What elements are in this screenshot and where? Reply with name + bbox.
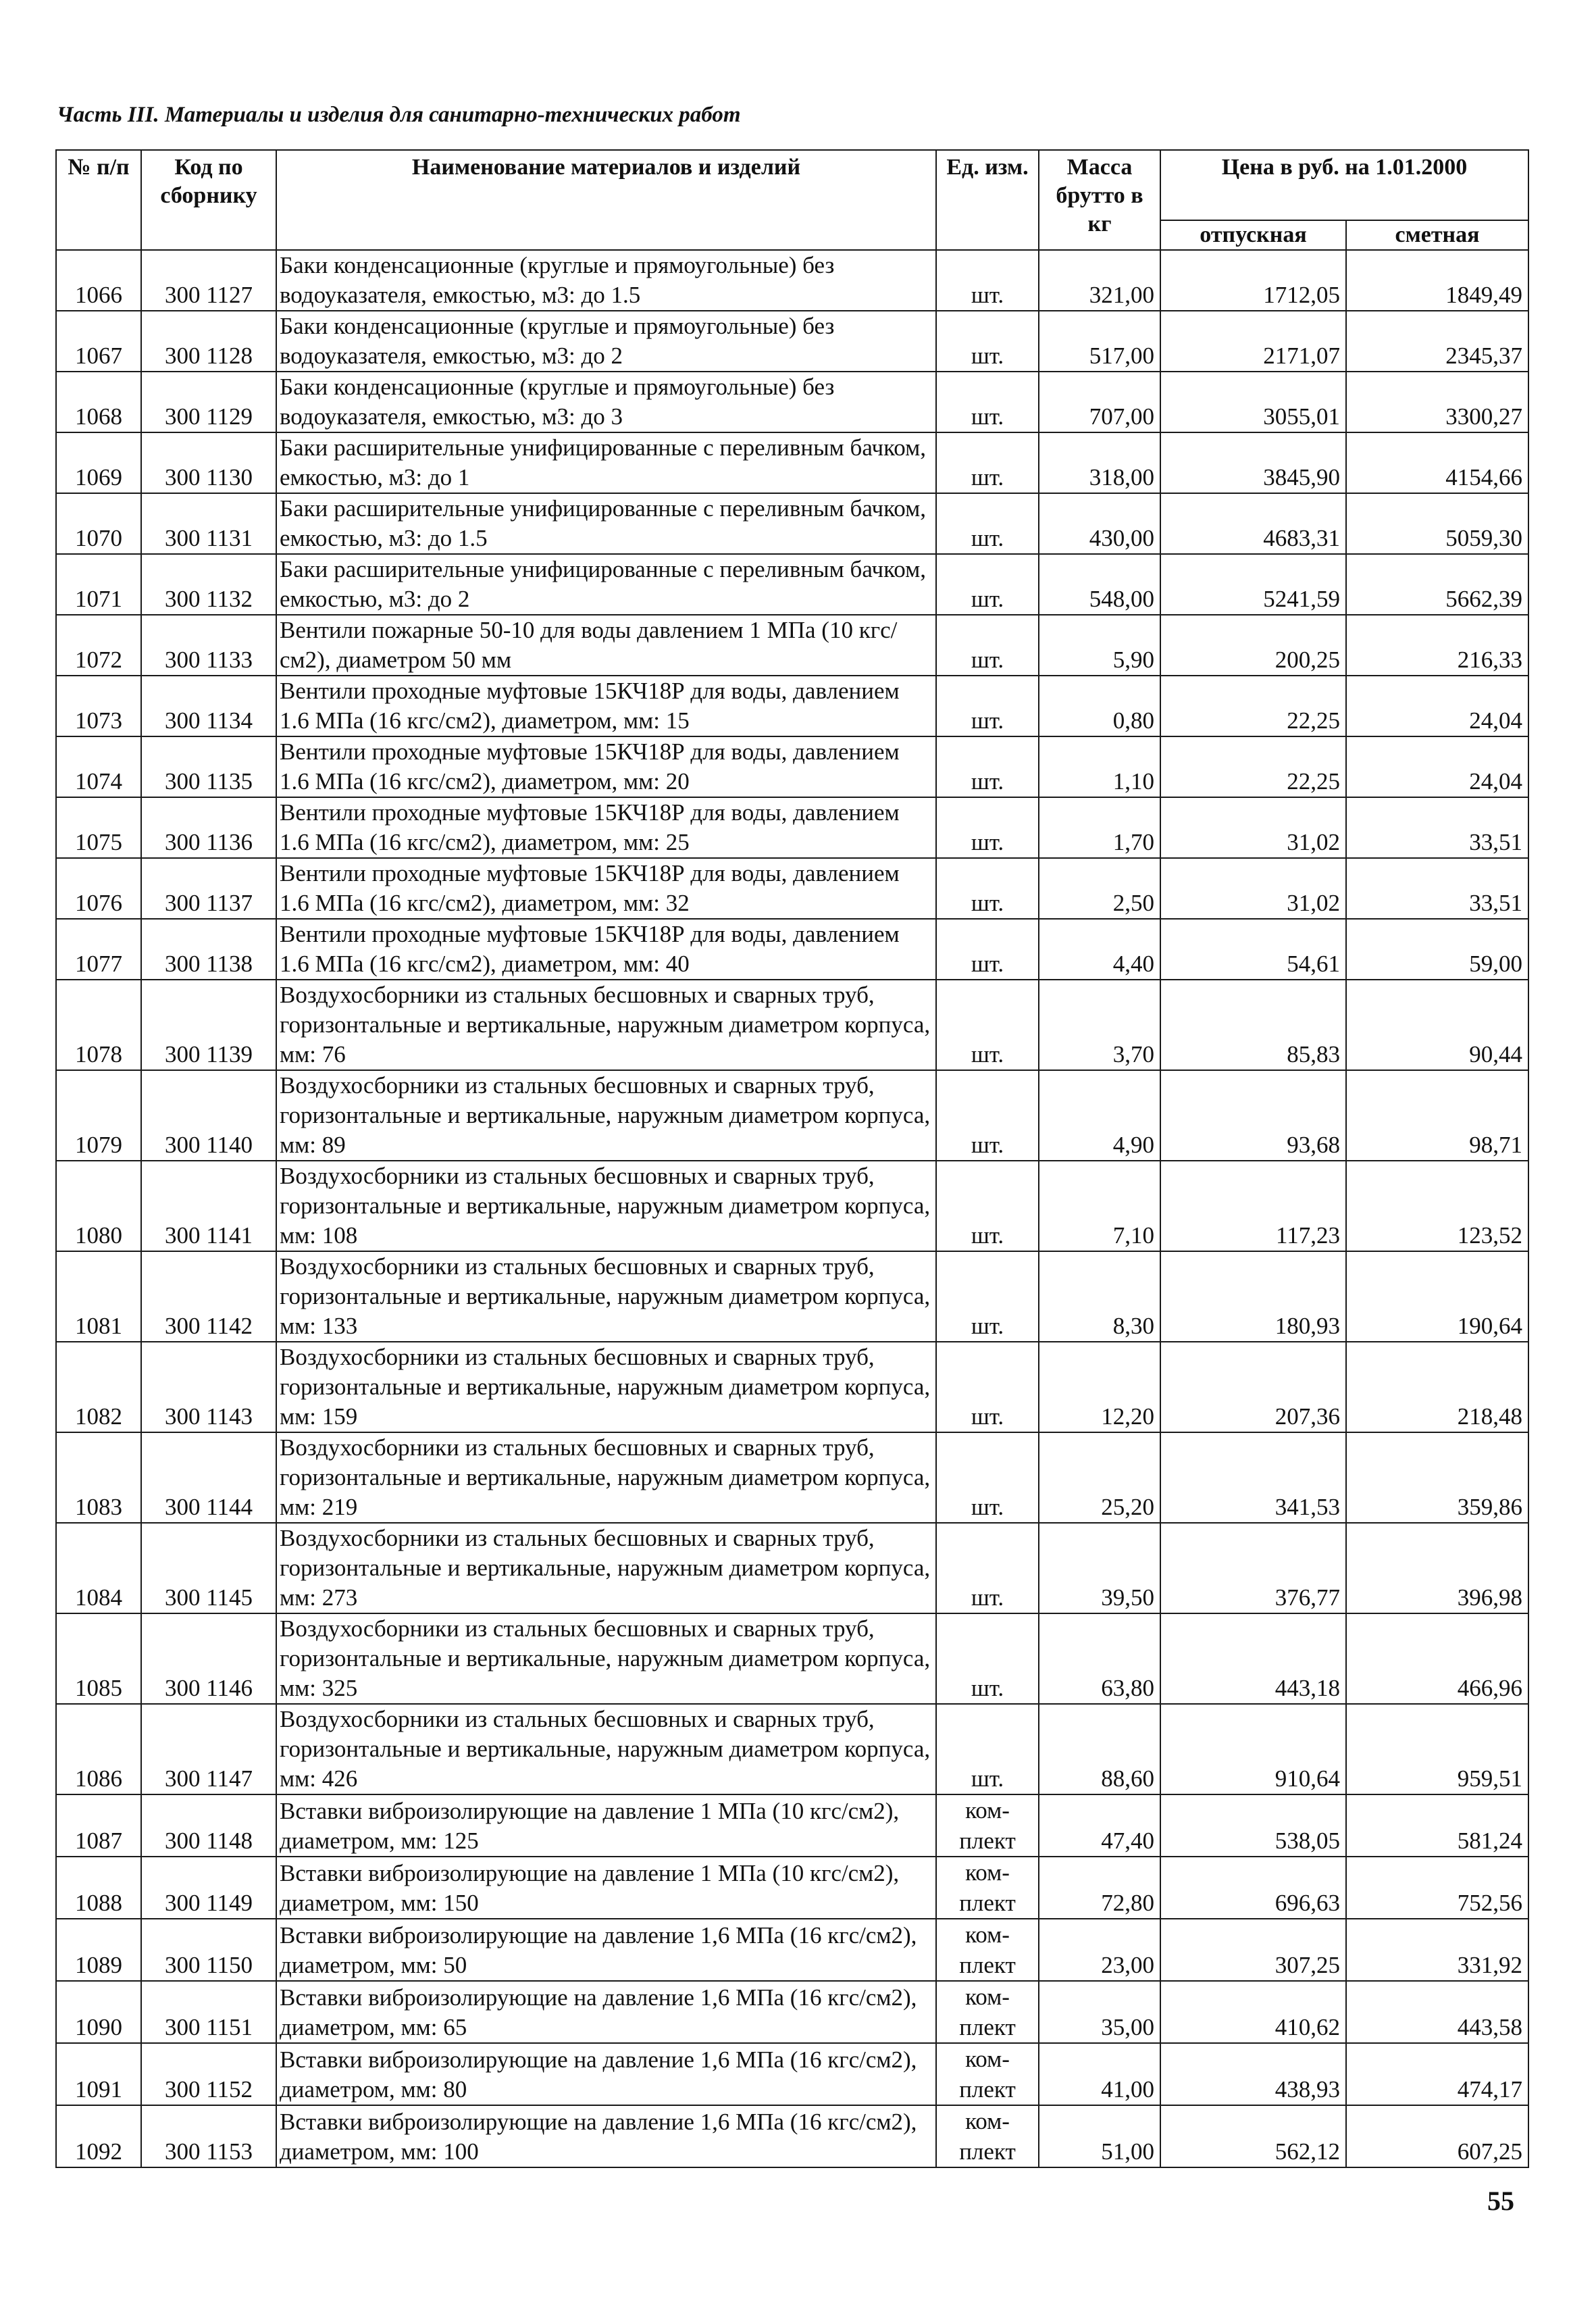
row-mass: 5,90	[1039, 615, 1160, 676]
column-header-price-estimate: сметная	[1346, 220, 1528, 250]
row-name: Воздухосборники из стальных бесшовных и сварных труб, горизонтальные и вертикальные, наружным диаметром корпуса, мм: 325	[276, 1613, 936, 1704]
row-price-release: 200,25	[1160, 615, 1346, 676]
row-code: 300 1146	[141, 1613, 276, 1704]
row-code: 300 1133	[141, 615, 276, 676]
row-price-estimate: 474,17	[1346, 2043, 1528, 2105]
row-name: Вставки виброизолирующие на давление 1 МПа (10 кгс/см2), диаметром, мм: 150	[276, 1857, 936, 1919]
row-price-release: 443,18	[1160, 1613, 1346, 1704]
row-unit: шт.	[936, 1613, 1039, 1704]
table-row	[56, 919, 1528, 980]
row-code: 300 1130	[141, 432, 276, 493]
row-name: Баки расширительные унифицированные с переливным бачком, емкостью, м3: до 1.5	[276, 493, 936, 554]
row-price-estimate: 90,44	[1346, 980, 1528, 1070]
row-unit: шт.	[936, 250, 1039, 311]
row-unit: шт.	[936, 372, 1039, 432]
table-row	[56, 554, 1528, 615]
column-header-price-group: Цена в руб. на 1.01.2000	[1160, 150, 1528, 220]
row-number: 1089	[56, 1919, 141, 1981]
row-number: 1091	[56, 2043, 141, 2105]
row-mass: 63,80	[1039, 1613, 1160, 1704]
table-row	[56, 493, 1528, 554]
row-code: 300 1134	[141, 676, 276, 736]
row-price-estimate: 216,33	[1346, 615, 1528, 676]
row-mass: 321,00	[1039, 250, 1160, 311]
table-row	[56, 1857, 1528, 1919]
row-price-release: 696,63	[1160, 1857, 1346, 1919]
table-row	[56, 736, 1528, 797]
row-price-estimate: 959,51	[1346, 1704, 1528, 1794]
row-price-release: 31,02	[1160, 797, 1346, 858]
row-unit: ком- плект	[936, 2105, 1039, 2167]
table-row	[56, 432, 1528, 493]
row-unit: шт.	[936, 919, 1039, 980]
row-price-release: 207,36	[1160, 1342, 1346, 1432]
row-mass: 47,40	[1039, 1794, 1160, 1857]
table-row	[56, 372, 1528, 432]
row-code: 300 1139	[141, 980, 276, 1070]
table-row	[56, 2043, 1528, 2105]
row-price-release: 4683,31	[1160, 493, 1346, 554]
row-code: 300 1136	[141, 797, 276, 858]
row-mass: 318,00	[1039, 432, 1160, 493]
table-row	[56, 797, 1528, 858]
row-name: Баки конденсационные (круглые и прямоугольные) без водоуказателя, емкостью, м3: до 2	[276, 311, 936, 372]
row-price-release: 307,25	[1160, 1919, 1346, 1981]
column-header-code: Код по сборнику	[141, 150, 276, 250]
table-row	[56, 1794, 1528, 1857]
table-row	[56, 1070, 1528, 1161]
row-name: Вставки виброизолирующие на давление 1,6 МПа (16 кгс/см2), диаметром, мм: 50	[276, 1919, 936, 1981]
row-mass: 430,00	[1039, 493, 1160, 554]
row-price-estimate: 190,64	[1346, 1251, 1528, 1342]
row-mass: 3,70	[1039, 980, 1160, 1070]
row-mass: 88,60	[1039, 1704, 1160, 1794]
table-row	[56, 1613, 1528, 1704]
row-name: Воздухосборники из стальных бесшовных и сварных труб, горизонтальные и вертикальные, наружным диаметром корпуса, мм: 89	[276, 1070, 936, 1161]
row-price-estimate: 5662,39	[1346, 554, 1528, 615]
row-code: 300 1132	[141, 554, 276, 615]
row-price-estimate: 607,25	[1346, 2105, 1528, 2167]
row-mass: 39,50	[1039, 1523, 1160, 1613]
row-number: 1079	[56, 1070, 141, 1161]
row-code: 300 1140	[141, 1070, 276, 1161]
row-mass: 41,00	[1039, 2043, 1160, 2105]
row-number: 1074	[56, 736, 141, 797]
row-price-estimate: 359,86	[1346, 1432, 1528, 1523]
row-mass: 517,00	[1039, 311, 1160, 372]
table-row	[56, 1161, 1528, 1251]
row-number: 1077	[56, 919, 141, 980]
row-unit: ком- плект	[936, 1857, 1039, 1919]
row-number: 1092	[56, 2105, 141, 2167]
row-price-estimate: 24,04	[1346, 736, 1528, 797]
table-row	[56, 1432, 1528, 1523]
row-code: 300 1138	[141, 919, 276, 980]
row-price-estimate: 5059,30	[1346, 493, 1528, 554]
table-row	[56, 311, 1528, 372]
row-name: Вставки виброизолирующие на давление 1,6 МПа (16 кгс/см2), диаметром, мм: 100	[276, 2105, 936, 2167]
row-price-estimate: 752,56	[1346, 1857, 1528, 1919]
row-name: Баки расширительные унифицированные с переливным бачком, емкостью, м3: до 1	[276, 432, 936, 493]
row-number: 1081	[56, 1251, 141, 1342]
row-name: Вентили проходные муфтовые 15КЧ18Р для воды, давлением 1.6 МПа (16 кгс/см2), диаметром, мм: 15	[276, 676, 936, 736]
row-number: 1083	[56, 1432, 141, 1523]
row-mass: 51,00	[1039, 2105, 1160, 2167]
row-price-estimate: 33,51	[1346, 797, 1528, 858]
row-mass: 35,00	[1039, 1981, 1160, 2043]
row-unit: шт.	[936, 858, 1039, 919]
row-name: Вентили проходные муфтовые 15КЧ18Р для воды, давлением 1.6 МПа (16 кгс/см2), диаметром, мм: 32	[276, 858, 936, 919]
row-name: Баки расширительные унифицированные с переливным бачком, емкостью, м3: до 2	[276, 554, 936, 615]
row-number: 1084	[56, 1523, 141, 1613]
row-price-release: 562,12	[1160, 2105, 1346, 2167]
row-price-estimate: 331,92	[1346, 1919, 1528, 1981]
row-number: 1087	[56, 1794, 141, 1857]
row-mass: 1,70	[1039, 797, 1160, 858]
table-row	[56, 1342, 1528, 1432]
row-mass: 72,80	[1039, 1857, 1160, 1919]
row-code: 300 1131	[141, 493, 276, 554]
row-price-estimate: 59,00	[1346, 919, 1528, 980]
row-number: 1086	[56, 1704, 141, 1794]
row-code: 300 1135	[141, 736, 276, 797]
row-code: 300 1151	[141, 1981, 276, 2043]
table-header	[56, 150, 1528, 250]
table-row	[56, 858, 1528, 919]
row-price-release: 117,23	[1160, 1161, 1346, 1251]
table-row	[56, 1981, 1528, 2043]
row-code: 300 1143	[141, 1342, 276, 1432]
table-row	[56, 676, 1528, 736]
table-row	[56, 250, 1528, 311]
row-price-release: 180,93	[1160, 1251, 1346, 1342]
row-price-estimate: 123,52	[1346, 1161, 1528, 1251]
table-row	[56, 1704, 1528, 1794]
table-row	[56, 1919, 1528, 1981]
row-number: 1075	[56, 797, 141, 858]
row-unit: ком- плект	[936, 2043, 1039, 2105]
column-header-price-release: отпускная	[1160, 220, 1346, 250]
row-number: 1071	[56, 554, 141, 615]
row-price-release: 3055,01	[1160, 372, 1346, 432]
row-number: 1067	[56, 311, 141, 372]
row-code: 300 1153	[141, 2105, 276, 2167]
table-row	[56, 1251, 1528, 1342]
row-name: Баки конденсационные (круглые и прямоугольные) без водоуказателя, емкостью, м3: до 3	[276, 372, 936, 432]
row-name: Баки конденсационные (круглые и прямоугольные) без водоуказателя, емкостью, м3: до 1.5	[276, 250, 936, 311]
row-number: 1076	[56, 858, 141, 919]
row-number: 1082	[56, 1342, 141, 1432]
row-code: 300 1152	[141, 2043, 276, 2105]
row-name: Воздухосборники из стальных бесшовных и сварных труб, горизонтальные и вертикальные, наружным диаметром корпуса, мм: 108	[276, 1161, 936, 1251]
price-table	[55, 149, 1529, 2168]
row-price-release: 910,64	[1160, 1704, 1346, 1794]
section-title: Часть III. Материалы и изделия для санитарно-технических работ	[57, 103, 741, 127]
row-mass: 8,30	[1039, 1251, 1160, 1342]
row-unit: ком- плект	[936, 1794, 1039, 1857]
row-number: 1080	[56, 1161, 141, 1251]
row-unit: шт.	[936, 980, 1039, 1070]
row-price-estimate: 466,96	[1346, 1613, 1528, 1704]
row-price-estimate: 581,24	[1346, 1794, 1528, 1857]
row-mass: 707,00	[1039, 372, 1160, 432]
row-mass: 12,20	[1039, 1342, 1160, 1432]
row-name: Воздухосборники из стальных бесшовных и сварных труб, горизонтальные и вертикальные, наружным диаметром корпуса, мм: 159	[276, 1342, 936, 1432]
row-name: Вентили проходные муфтовые 15КЧ18Р для воды, давлением 1.6 МПа (16 кгс/см2), диаметром, мм: 40	[276, 919, 936, 980]
row-unit: шт.	[936, 1523, 1039, 1613]
row-number: 1090	[56, 1981, 141, 2043]
row-price-release: 22,25	[1160, 736, 1346, 797]
row-name: Воздухосборники из стальных бесшовных и сварных труб, горизонтальные и вертикальные, наружным диаметром корпуса, мм: 219	[276, 1432, 936, 1523]
row-mass: 548,00	[1039, 554, 1160, 615]
row-code: 300 1149	[141, 1857, 276, 1919]
row-number: 1085	[56, 1613, 141, 1704]
row-unit: шт.	[936, 736, 1039, 797]
table-row	[56, 1523, 1528, 1613]
row-number: 1072	[56, 615, 141, 676]
row-unit: шт.	[936, 1432, 1039, 1523]
row-code: 300 1141	[141, 1161, 276, 1251]
row-name: Вентили проходные муфтовые 15КЧ18Р для воды, давлением 1.6 МПа (16 кгс/см2), диаметром, мм: 25	[276, 797, 936, 858]
row-price-release: 3845,90	[1160, 432, 1346, 493]
row-price-estimate: 443,58	[1346, 1981, 1528, 2043]
row-number: 1078	[56, 980, 141, 1070]
row-number: 1088	[56, 1857, 141, 1919]
row-mass: 0,80	[1039, 676, 1160, 736]
row-mass: 1,10	[1039, 736, 1160, 797]
row-unit: шт.	[936, 615, 1039, 676]
row-price-estimate: 3300,27	[1346, 372, 1528, 432]
row-price-release: 438,93	[1160, 2043, 1346, 2105]
table-row	[56, 615, 1528, 676]
row-code: 300 1129	[141, 372, 276, 432]
row-mass: 4,90	[1039, 1070, 1160, 1161]
row-price-estimate: 98,71	[1346, 1070, 1528, 1161]
row-price-estimate: 4154,66	[1346, 432, 1528, 493]
row-price-estimate: 218,48	[1346, 1342, 1528, 1432]
row-price-release: 54,61	[1160, 919, 1346, 980]
row-mass: 2,50	[1039, 858, 1160, 919]
table-row	[56, 980, 1528, 1070]
row-unit: шт.	[936, 1251, 1039, 1342]
row-unit: шт.	[936, 432, 1039, 493]
row-name: Вставки виброизолирующие на давление 1,6 МПа (16 кгс/см2), диаметром, мм: 65	[276, 1981, 936, 2043]
row-price-release: 341,53	[1160, 1432, 1346, 1523]
row-unit: шт.	[936, 311, 1039, 372]
row-price-release: 5241,59	[1160, 554, 1346, 615]
row-name: Вставки виброизолирующие на давление 1 МПа (10 кгс/см2), диаметром, мм: 125	[276, 1794, 936, 1857]
row-name: Вставки виброизолирующие на давление 1,6 МПа (16 кгс/см2), диаметром, мм: 80	[276, 2043, 936, 2105]
row-price-release: 538,05	[1160, 1794, 1346, 1857]
column-header-mass: Масса брутто в кг	[1039, 150, 1160, 250]
row-name: Воздухосборники из стальных бесшовных и сварных труб, горизонтальные и вертикальные, наружным диаметром корпуса, мм: 426	[276, 1704, 936, 1794]
row-code: 300 1142	[141, 1251, 276, 1342]
row-price-release: 31,02	[1160, 858, 1346, 919]
table-row	[56, 2105, 1528, 2167]
row-price-release: 93,68	[1160, 1070, 1346, 1161]
row-code: 300 1128	[141, 311, 276, 372]
row-unit: ком- плект	[936, 1919, 1039, 1981]
row-number: 1073	[56, 676, 141, 736]
table-body	[56, 250, 1528, 2167]
row-unit: шт.	[936, 554, 1039, 615]
row-price-estimate: 24,04	[1346, 676, 1528, 736]
row-number: 1068	[56, 372, 141, 432]
row-price-release: 410,62	[1160, 1981, 1346, 2043]
row-code: 300 1145	[141, 1523, 276, 1613]
row-mass: 4,40	[1039, 919, 1160, 980]
row-unit: шт.	[936, 797, 1039, 858]
page-number: 55	[1487, 2186, 1514, 2216]
row-price-estimate: 2345,37	[1346, 311, 1528, 372]
row-code: 300 1144	[141, 1432, 276, 1523]
row-name: Вентили пожарные 50-10 для воды давлением 1 МПа (10 кгс/см2), диаметром 50 мм	[276, 615, 936, 676]
row-name: Воздухосборники из стальных бесшовных и сварных труб, горизонтальные и вертикальные, наружным диаметром корпуса, мм: 273	[276, 1523, 936, 1613]
row-mass: 25,20	[1039, 1432, 1160, 1523]
row-code: 300 1127	[141, 250, 276, 311]
column-header-num: № п/п	[56, 150, 141, 250]
row-price-estimate: 1849,49	[1346, 250, 1528, 311]
column-header-unit: Ед. изм.	[936, 150, 1039, 250]
row-code: 300 1137	[141, 858, 276, 919]
row-price-release: 22,25	[1160, 676, 1346, 736]
row-number: 1066	[56, 250, 141, 311]
row-code: 300 1148	[141, 1794, 276, 1857]
row-name: Воздухосборники из стальных бесшовных и сварных труб, горизонтальные и вертикальные, наружным диаметром корпуса, мм: 133	[276, 1251, 936, 1342]
row-price-release: 85,83	[1160, 980, 1346, 1070]
row-unit: шт.	[936, 1704, 1039, 1794]
row-code: 300 1147	[141, 1704, 276, 1794]
row-mass: 7,10	[1039, 1161, 1160, 1251]
row-price-estimate: 33,51	[1346, 858, 1528, 919]
row-unit: шт.	[936, 1070, 1039, 1161]
row-price-release: 1712,05	[1160, 250, 1346, 311]
row-mass: 23,00	[1039, 1919, 1160, 1981]
row-code: 300 1150	[141, 1919, 276, 1981]
row-unit: ком- плект	[936, 1981, 1039, 2043]
row-number: 1069	[56, 432, 141, 493]
row-unit: шт.	[936, 1342, 1039, 1432]
row-price-release: 376,77	[1160, 1523, 1346, 1613]
row-number: 1070	[56, 493, 141, 554]
row-price-release: 2171,07	[1160, 311, 1346, 372]
row-unit: шт.	[936, 493, 1039, 554]
row-name: Вентили проходные муфтовые 15КЧ18Р для воды, давлением 1.6 МПа (16 кгс/см2), диаметром, мм: 20	[276, 736, 936, 797]
row-unit: шт.	[936, 1161, 1039, 1251]
row-unit: шт.	[936, 676, 1039, 736]
row-name: Воздухосборники из стальных бесшовных и сварных труб, горизонтальные и вертикальные, наружным диаметром корпуса, мм: 76	[276, 980, 936, 1070]
row-price-estimate: 396,98	[1346, 1523, 1528, 1613]
column-header-name: Наименование материалов и изделий	[276, 150, 936, 250]
